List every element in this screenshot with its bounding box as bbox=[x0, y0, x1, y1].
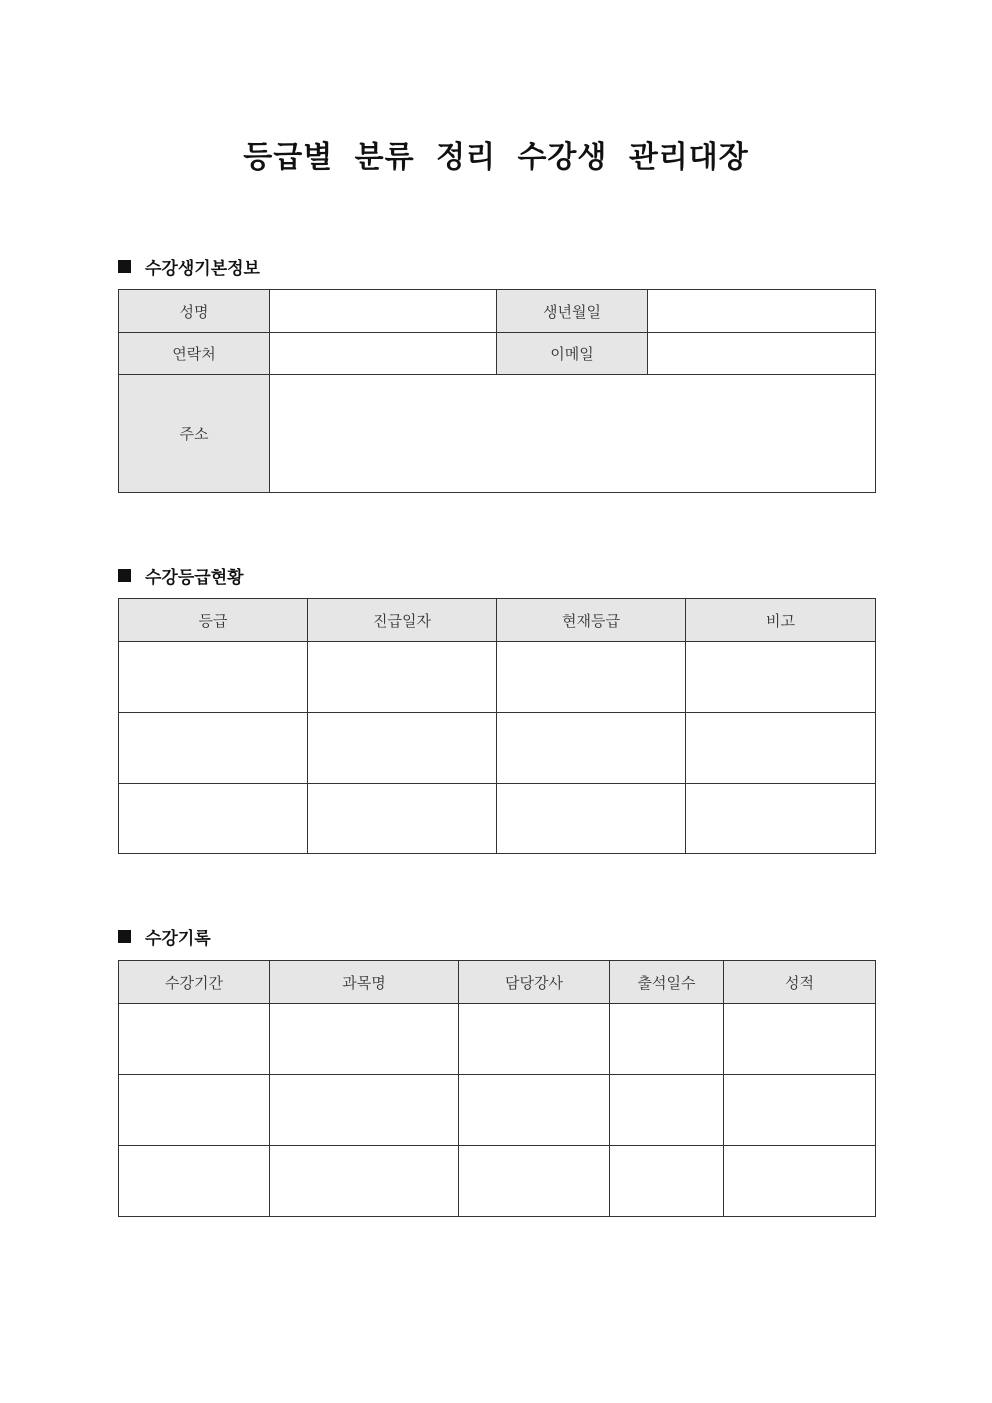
label-birthdate: 생년월일 bbox=[497, 290, 648, 333]
basic-info-table bbox=[118, 289, 876, 493]
remarks-cell[interactable] bbox=[686, 784, 876, 854]
table-row bbox=[119, 713, 876, 784]
table-header-row bbox=[119, 961, 876, 1004]
column-header-instructor: 담당강사 bbox=[459, 961, 610, 1004]
column-header-score: 성적 bbox=[724, 961, 876, 1004]
table-row bbox=[119, 375, 876, 493]
remarks-cell[interactable] bbox=[686, 642, 876, 713]
grade-cell[interactable] bbox=[119, 713, 308, 784]
current-grade-cell[interactable] bbox=[497, 784, 686, 854]
section-heading-basic-info bbox=[118, 254, 260, 279]
page-title: 등급별 분류 정리 수강생 관리대장 bbox=[243, 140, 749, 175]
attendance-days-cell[interactable] bbox=[610, 1146, 724, 1217]
label-email: 이메일 bbox=[497, 333, 648, 375]
table-row bbox=[119, 1004, 876, 1075]
name-field[interactable] bbox=[270, 290, 497, 333]
address-field[interactable] bbox=[270, 375, 876, 493]
instructor-cell[interactable] bbox=[459, 1004, 610, 1075]
email-field[interactable] bbox=[648, 333, 876, 375]
square-bullet-icon bbox=[118, 930, 131, 943]
table-row bbox=[119, 333, 876, 375]
course-period-cell[interactable] bbox=[119, 1004, 270, 1075]
promotion-date-cell[interactable] bbox=[308, 642, 497, 713]
promotion-date-cell[interactable] bbox=[308, 713, 497, 784]
course-period-cell[interactable] bbox=[119, 1146, 270, 1217]
grade-status-table bbox=[118, 598, 876, 854]
section-heading-course-records bbox=[118, 924, 211, 949]
score-cell[interactable] bbox=[724, 1004, 876, 1075]
table-row bbox=[119, 642, 876, 713]
section-heading-label: 수강생기본정보 bbox=[145, 259, 260, 279]
section-heading-grade-status bbox=[118, 563, 244, 588]
column-header-attendance-days: 출석일수 bbox=[610, 961, 724, 1004]
contact-field[interactable] bbox=[270, 333, 497, 375]
attendance-days-cell[interactable] bbox=[610, 1075, 724, 1146]
label-name: 성명 bbox=[119, 290, 270, 333]
table-row bbox=[119, 1146, 876, 1217]
label-contact: 연락처 bbox=[119, 333, 270, 375]
current-grade-cell[interactable] bbox=[497, 713, 686, 784]
promotion-date-cell[interactable] bbox=[308, 784, 497, 854]
subject-cell[interactable] bbox=[270, 1146, 459, 1217]
table-row bbox=[119, 784, 876, 854]
square-bullet-icon bbox=[118, 569, 131, 582]
remarks-cell[interactable] bbox=[686, 713, 876, 784]
birthdate-field[interactable] bbox=[648, 290, 876, 333]
table-row bbox=[119, 290, 876, 333]
attendance-days-cell[interactable] bbox=[610, 1004, 724, 1075]
score-cell[interactable] bbox=[724, 1075, 876, 1146]
column-header-grade: 등급 bbox=[119, 599, 308, 642]
instructor-cell[interactable] bbox=[459, 1146, 610, 1217]
column-header-promotion-date: 진급일자 bbox=[308, 599, 497, 642]
course-period-cell[interactable] bbox=[119, 1075, 270, 1146]
current-grade-cell[interactable] bbox=[497, 642, 686, 713]
square-bullet-icon bbox=[118, 260, 131, 273]
section-heading-label: 수강등급현황 bbox=[145, 568, 244, 588]
score-cell[interactable] bbox=[724, 1146, 876, 1217]
table-header-row bbox=[119, 599, 876, 642]
subject-cell[interactable] bbox=[270, 1075, 459, 1146]
instructor-cell[interactable] bbox=[459, 1075, 610, 1146]
section-heading-label: 수강기록 bbox=[145, 929, 211, 949]
column-header-subject: 과목명 bbox=[270, 961, 459, 1004]
grade-cell[interactable] bbox=[119, 784, 308, 854]
column-header-current-grade: 현재등급 bbox=[497, 599, 686, 642]
label-address: 주소 bbox=[119, 375, 270, 493]
column-header-course-period: 수강기간 bbox=[119, 961, 270, 1004]
grade-cell[interactable] bbox=[119, 642, 308, 713]
course-records-table bbox=[118, 960, 876, 1217]
subject-cell[interactable] bbox=[270, 1004, 459, 1075]
column-header-remarks: 비고 bbox=[686, 599, 876, 642]
table-row bbox=[119, 1075, 876, 1146]
